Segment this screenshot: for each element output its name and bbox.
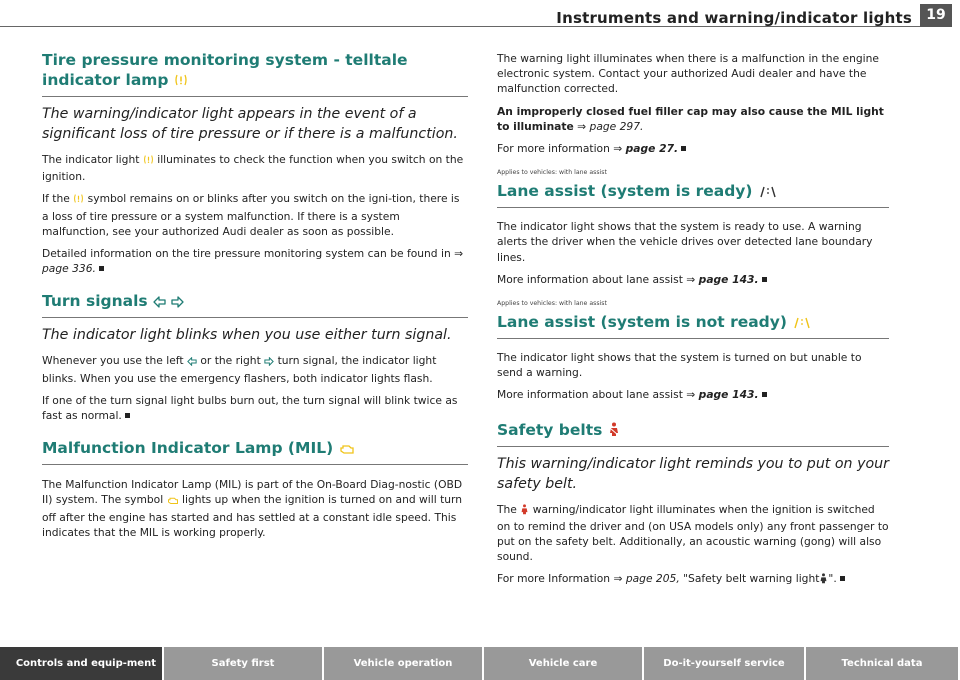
page-reference-link[interactable]: page 297. [589, 119, 644, 133]
page-reference-link[interactable]: page 205, [625, 572, 680, 586]
mil-paragraph-2: The warning light illuminates when there is a malfunction in the engine electronic system. Contact your authorized Audi dealer and have the malfunction corrected. [497, 52, 879, 96]
end-marker-icon [762, 277, 767, 282]
tpms-paragraph-3: Detailed information on the tire pressure monitoring system can be found in ⇒ page 336. [42, 247, 464, 276]
page-reference-link[interactable]: page 143. [698, 272, 759, 286]
lane-not-ready-title: Lane assist (system is not ready) [497, 313, 787, 332]
right-column [497, 51, 889, 596]
turn-signal-left-icon [187, 355, 197, 370]
lane-not-ready-paragraph-1: The indicator light shows that the system is turned on but unable to send a warning. [497, 351, 862, 380]
lane-not-ready-heading [497, 312, 889, 339]
applies-note: Applies to vehicles: with lane assist [497, 300, 607, 308]
reference-arrow-icon: ⇒ [613, 142, 623, 156]
safety-belts-title: Safety belts [497, 420, 603, 439]
safety-belts-paragraph-1: The warning/indicator light illuminates when the ignition is switched on to remind the driver and (on USA models only) any front passenger to put on the safety belt. Additionally, an acoustic warning (gong) will also sound. [497, 502, 889, 564]
end-marker-icon [99, 266, 104, 271]
tpms-title: Tire pressure monitoring system - telltale indicator lamp [42, 51, 408, 89]
reference-arrow-icon: ⇒ [577, 119, 587, 133]
tire-pressure-icon [143, 154, 154, 169]
footer-tab-diy[interactable]: Do-it-yourself service [644, 647, 804, 680]
mil-heading [42, 438, 468, 465]
footer-tab-controls[interactable]: Controls and equip-ment [0, 647, 162, 680]
footer-tab-technical[interactable]: Technical data [806, 647, 958, 680]
turn-signals-intro: The indicator light blinks when you use either turn signal. [42, 327, 452, 344]
end-marker-icon [840, 576, 845, 581]
turn-signals-title: Turn signals [42, 292, 148, 311]
tire-pressure-icon [73, 193, 84, 208]
reference-arrow-icon: ⇒ [454, 247, 464, 261]
page-reference-link[interactable]: page 143. [698, 388, 759, 402]
turn-signals-paragraph-1: Whenever you use the left or the right turn signal, the indicator light blinks. When you use the emergency flashers, both indicator lights flash. [42, 354, 437, 385]
lane-assist-icon [792, 314, 812, 334]
mil-paragraph-1: The Malfunction Indicator Lamp (MIL) is part of the On-Board Diag-nostic (OBD II) system. The symbol lights up when the ignition is turned on and will turn off after the engine has started and has settled at a constant idle speed. This indicates that the MIL is working properly. [42, 478, 463, 539]
tpms-heading [42, 50, 468, 97]
turn-signals-paragraph-2: If one of the turn signal light bulbs burn out, the turn signal will blink twice as fast as normal. [42, 393, 458, 423]
turn-signal-right-icon [264, 355, 274, 370]
mil-title: Malfunction Indicator Lamp (MIL) [42, 439, 334, 458]
end-marker-icon [681, 146, 686, 151]
tire-pressure-icon [174, 72, 188, 92]
chapter-number: 19 [920, 4, 952, 27]
mil-paragraph-3: An improperly closed fuel filler cap may also cause the MIL light to illuminate ⇒ page 297. [497, 104, 884, 133]
tpms-intro: The warning/indicator light appears in the event of a significant loss of tire pressure or if there is a malfunction. [42, 106, 458, 142]
lane-ready-title: Lane assist (system is ready) [497, 182, 753, 201]
turn-signals-heading [42, 291, 468, 318]
turn-signal-right-icon [171, 293, 184, 313]
safety-belts-heading [497, 420, 889, 447]
engine-check-icon [339, 440, 355, 460]
lane-assist-icon [758, 183, 778, 203]
lane-ready-heading [497, 181, 889, 208]
turn-signal-left-icon [153, 293, 166, 313]
tpms-paragraph-1: The indicator light illuminates to check the function when you switch on the ignition. [42, 153, 464, 184]
lane-ready-paragraph-1: The indicator light shows that the system is ready to use. A warning alerts the driver when the vehicle drives over detected lane boundary lines. [497, 220, 873, 264]
safety-belts-intro: This warning/indicator light reminds you to put on your safety belt. [497, 455, 889, 492]
lane-not-ready-paragraph-2: More information about lane assist ⇒ page 143. [497, 387, 889, 402]
footer-tab-care[interactable]: Vehicle care [484, 647, 642, 680]
footer-tab-operation[interactable]: Vehicle operation [324, 647, 482, 680]
safety-belts-paragraph-2: For more Information ⇒ page 205, "Safety belt warning light ". [497, 571, 889, 588]
seatbelt-icon [608, 422, 620, 442]
reference-arrow-icon: ⇒ [613, 572, 623, 586]
applies-note: Applies to vehicles: with lane assist [497, 169, 607, 177]
page-reference-link[interactable]: page 27. [625, 142, 679, 156]
engine-check-icon [167, 494, 179, 509]
reference-arrow-icon: ⇒ [686, 272, 696, 286]
page-reference-link[interactable]: page 336. [42, 262, 96, 276]
header-title: Instruments and warning/indicator lights [556, 9, 912, 27]
reference-arrow-icon: ⇒ [686, 388, 696, 402]
lane-ready-paragraph-2: More information about lane assist ⇒ page 143. [497, 272, 889, 287]
left-column [42, 50, 468, 547]
footer-tab-safety[interactable]: Safety first [164, 647, 322, 680]
tpms-paragraph-2: If the symbol remains on or blinks after you switch on the igni-tion, there is a loss of tire pressure or a system malfunction. If there is a system malfunction, see your authorized Audi dealer as soon as possible. [42, 192, 460, 238]
end-marker-icon [125, 413, 130, 418]
seatbelt-icon [520, 504, 529, 519]
chapter-navigation-footer [0, 647, 960, 680]
mil-paragraph-4: For more information ⇒ page 27. [497, 141, 889, 156]
end-marker-icon [762, 392, 767, 397]
